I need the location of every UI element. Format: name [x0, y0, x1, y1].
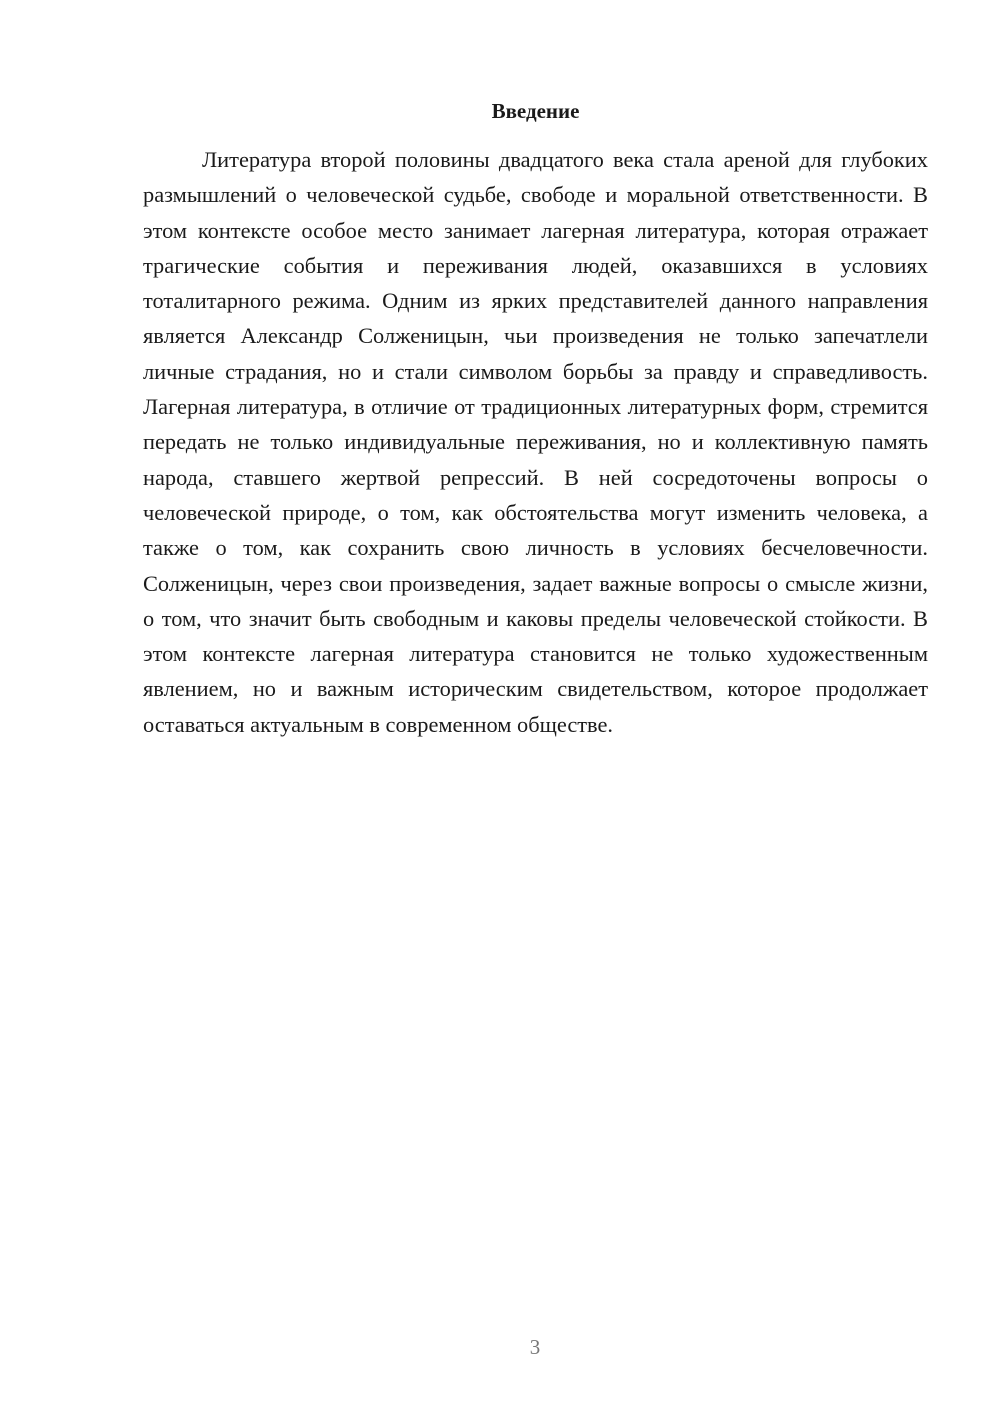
page-number: 3: [529, 1335, 541, 1359]
body-paragraph: Литература второй половины двадцатого века стала ареной для глубоких размышлений о человеческой судьбе, свободе и моральной ответственности. В этом контексте особое место занимает лагерная литература, которая отражает трагические события и переживания людей, оказавшихся в условиях тоталитарного режима. Одним из ярких представителей данного направления является Александр Солженицын, чьи произведения не только запечатлели личные страдания, но и стали символом борьбы за правду и справедливость. Лагерная литература, в отличие от традиционных литературных форм, стремится передать не только индивидуальные переживания, но и коллективную память народа, ставшего жертвой репрессий. В ней сосредоточены вопросы о человеческой природе, о том, как обстоятельства могут изменить человека, а также о том, как сохранить свою личность в условиях бесчеловечности. Солженицын, через свои произведения, задает важные вопросы о смысле жизни, о том, что значит быть свободным и каковы пределы человеческой стойкости. В этом контексте лагерная литература становится не только художественным явлением, но и важным историческим свидетельством, которое продолжает оставаться актуальным в современном обществе.: [143, 147, 928, 737]
section-heading: Введение: [491, 99, 580, 123]
